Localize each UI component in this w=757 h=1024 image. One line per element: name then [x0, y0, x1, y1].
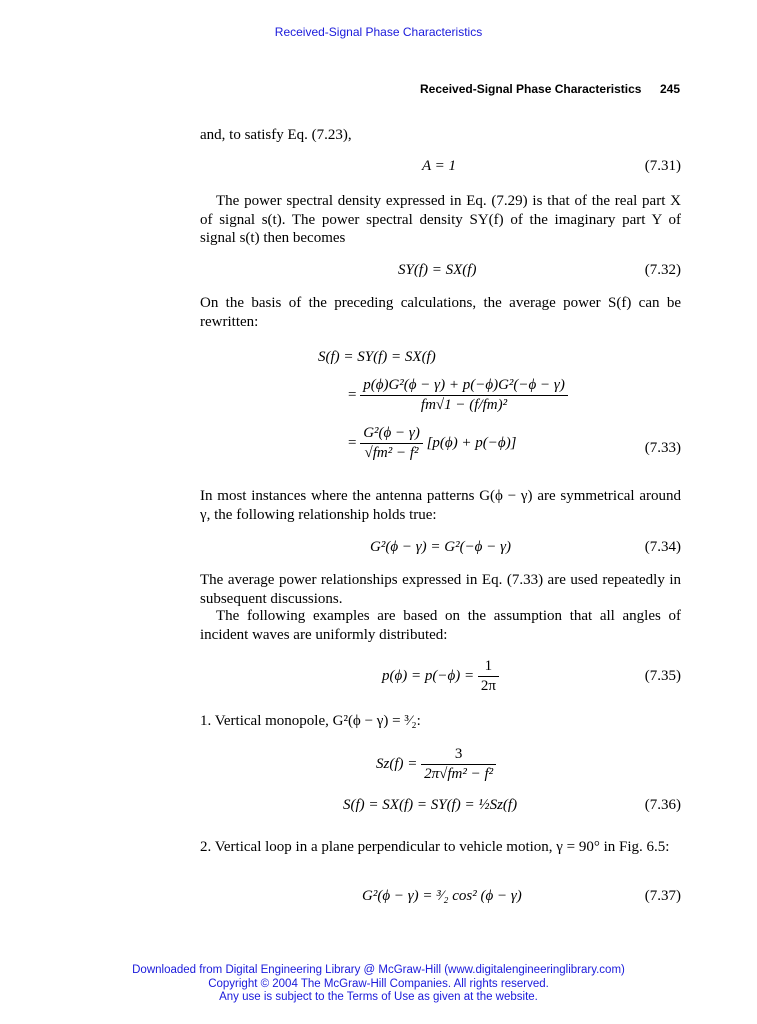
equation-number-7-37: (7.37)	[644, 888, 681, 904]
fraction	[360, 425, 423, 462]
equation-7-34: G²(ϕ − γ) = G²(−ϕ − γ)	[370, 539, 511, 555]
equation-number-7-32: (7.32)	[644, 262, 681, 278]
list-item-2	[200, 838, 681, 857]
equation-lhs: p(ϕ) = p(−ϕ) =	[382, 667, 475, 684]
equation-7-35	[382, 658, 499, 695]
equation-number-7-31: (7.31)	[644, 158, 681, 174]
footer-download-link[interactable]: Downloaded from Digital Engineering Library @ McGraw-Hill (www.digitalengineeringlibrary.com)	[132, 964, 625, 976]
footer-terms[interactable]: Any use is subject to the Terms of Use as given at the website.	[219, 991, 538, 1003]
numerator: p(ϕ)G²(ϕ − γ) + p(−ϕ)G²(−ϕ − γ)	[360, 377, 568, 396]
equation-7-31: A = 1	[422, 158, 457, 174]
paragraph-6: The following examples are based on the assumption that all angles of incident waves are uniformly distributed:	[200, 608, 681, 643]
fraction	[421, 746, 496, 783]
paragraph-1: and, to satisfy Eq. (7.23),	[200, 127, 352, 143]
equation-7-36: S(f) = SX(f) = SY(f) = ½Sz(f)	[343, 797, 518, 813]
list-item-text: 1. Vertical monopole, G²(ϕ − γ) = ³⁄₂:	[200, 713, 421, 729]
bracket-term: [p(ϕ) + p(−ϕ)]	[426, 434, 517, 451]
fraction	[360, 377, 568, 414]
fraction	[478, 658, 499, 695]
numerator: G²(ϕ − γ)	[360, 425, 423, 444]
top-link-note[interactable]: Received-Signal Phase Characteristics	[274, 25, 483, 39]
equation-7-33-line-3: = $\frac{\text{G²(ϕ − γ)}}{\text{√fm² − f²}}$ [p(ϕ) + p(−ϕ)]	[348, 425, 517, 461]
list-item-1	[200, 712, 681, 731]
equation-7-33-line-1: S(f) = SY(f) = SX(f)	[318, 349, 436, 365]
equation-number-7-35: (7.35)	[644, 668, 681, 684]
equation-number-7-36: (7.36)	[644, 797, 681, 813]
footer-notice	[0, 964, 757, 1005]
equation-lhs: Sz(f) =	[376, 755, 418, 772]
denominator: √fm² − f²	[364, 445, 419, 461]
denominator: fm√1 − (f/fm)²	[420, 397, 508, 413]
equation-7-37: G²(ϕ − γ) = ³⁄₂ cos² (ϕ − γ)	[362, 888, 522, 904]
footer-copyright: Copyright © 2004 The McGraw-Hill Companies. All rights reserved.	[208, 977, 549, 990]
numerator: 3	[421, 746, 496, 765]
equation-number-7-33: (7.33)	[644, 440, 681, 456]
equation-monopole-spectrum	[376, 746, 496, 783]
page-number: 245	[660, 82, 681, 96]
list-item-text: 2. Vertical loop in a plane perpendicular to vehicle motion, γ = 90° in Fig. 6.5:	[200, 839, 670, 855]
paragraph-5: The average power relationships expressed in Eq. (7.33) are used repeatedly in subsequent discussions.	[200, 572, 681, 607]
running-head-title: Received-Signal Phase Characteristics	[420, 82, 642, 96]
equation-7-32: SY(f) = SX(f)	[398, 262, 477, 278]
equation-7-33-line-2: = $\frac{\text{p(ϕ)G²(ϕ − γ) + p(−ϕ)G²(−ϕ − γ)}}{\text{fm√1 − (f/fm)²}}$	[348, 377, 568, 414]
paragraph-4: In most instances where the antenna patterns G(ϕ − γ) are symmetrical around γ, the following relationship holds true:	[200, 488, 681, 523]
paragraph-3: On the basis of the preceding calculations, the average power S(f) can be rewritten:	[200, 295, 681, 330]
numerator: 1	[478, 658, 499, 677]
equation-number-7-34: (7.34)	[644, 539, 681, 555]
denominator: 2π	[480, 678, 496, 694]
paragraph-2: The power spectral density expressed in Eq. (7.29) is that of the real part X of signal s(t). The power spectral density SY(f) of the imaginary part Y of signal s(t) then becomes	[200, 193, 681, 246]
denominator: 2π√fm² − f²	[424, 766, 494, 782]
